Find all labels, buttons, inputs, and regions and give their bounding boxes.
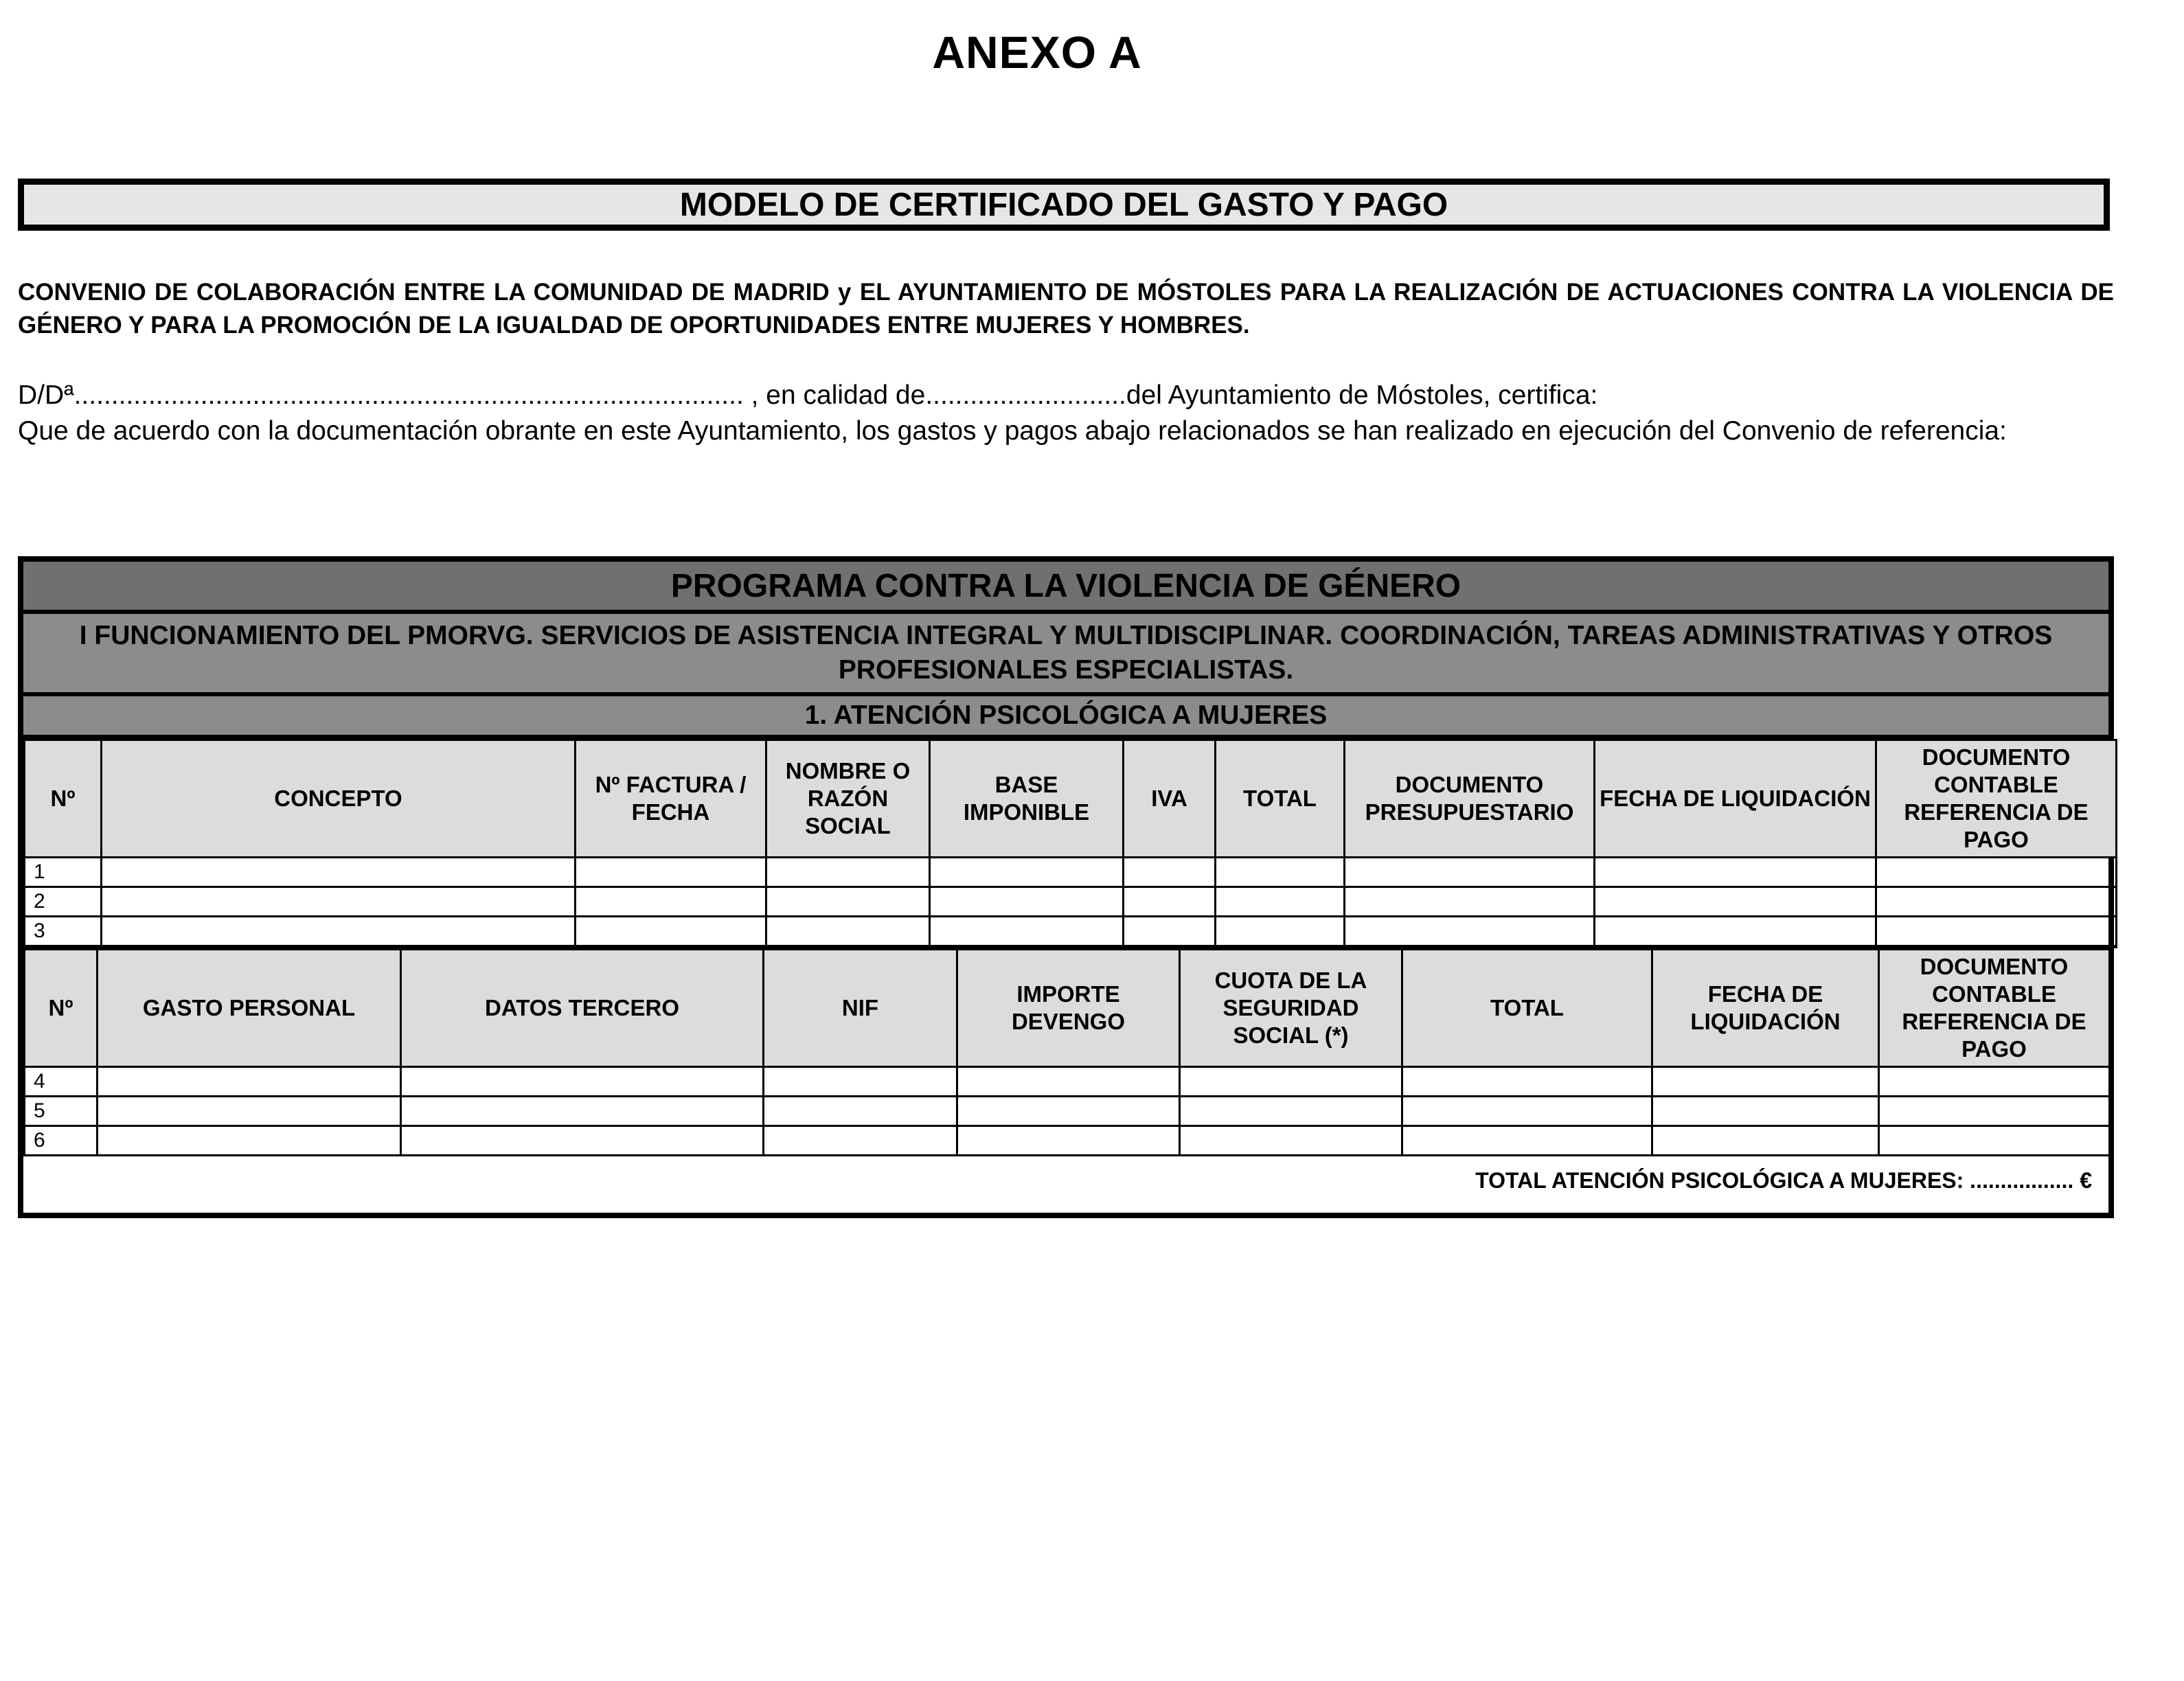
statement: Que de acuerdo con la documentación obrante en este Ayuntamiento, los gastos y pagos abajo relacionados se han realizado en ejecución del Convenio de referencia: xyxy=(18,416,2007,446)
table-cell[interactable] xyxy=(102,917,576,947)
table-cell[interactable] xyxy=(102,858,576,887)
table-cell[interactable] xyxy=(1876,858,2117,887)
table-cell[interactable] xyxy=(1124,887,1216,917)
certification-text xyxy=(18,378,2085,449)
table-cell[interactable] xyxy=(1652,1067,1879,1097)
table-cell[interactable] xyxy=(1124,917,1216,947)
table-cell[interactable] xyxy=(764,1097,957,1126)
table-cell[interactable] xyxy=(401,1097,764,1126)
col-header-taxable-base: BASE IMPONIBLE xyxy=(930,740,1124,858)
col-header-accrued-amount: IMPORTE DEVENGO xyxy=(957,950,1180,1067)
table-cell[interactable] xyxy=(576,858,766,887)
table-cell[interactable] xyxy=(1595,858,1876,887)
col-header-total: TOTAL xyxy=(1402,950,1652,1067)
row-number: 5 xyxy=(25,1097,98,1126)
table-cell[interactable] xyxy=(766,887,930,917)
row-number: 3 xyxy=(25,917,102,947)
table-cell[interactable] xyxy=(1402,1097,1652,1126)
table-cell[interactable] xyxy=(957,1097,1180,1126)
table-cell[interactable] xyxy=(98,1097,401,1126)
table-cell[interactable] xyxy=(98,1067,401,1097)
table-row xyxy=(25,858,2117,887)
table-cell[interactable] xyxy=(930,887,1124,917)
total-label: TOTAL ATENCIÓN PSICOLÓGICA A MUJERES: ................. € xyxy=(1475,1167,2092,1193)
table-cell[interactable] xyxy=(1345,887,1595,917)
table-cell[interactable] xyxy=(1124,858,1216,887)
table-row xyxy=(25,1126,2110,1156)
col-header-number: Nº xyxy=(25,740,102,858)
program-title: PROGRAMA CONTRA LA VIOLENCIA DE GÉNERO xyxy=(23,562,2108,614)
table-cell[interactable] xyxy=(1216,887,1345,917)
table-cell[interactable] xyxy=(930,858,1124,887)
table-cell[interactable] xyxy=(1652,1097,1879,1126)
table-cell[interactable] xyxy=(102,887,576,917)
table-cell[interactable] xyxy=(957,1067,1180,1097)
table-cell[interactable] xyxy=(401,1067,764,1097)
row-number: 2 xyxy=(25,887,102,917)
col-header-nif: NIF xyxy=(764,950,957,1067)
table-cell[interactable] xyxy=(98,1126,401,1156)
row-number: 6 xyxy=(25,1126,98,1156)
table-row xyxy=(25,1067,2110,1097)
table-cell[interactable] xyxy=(957,1126,1180,1156)
table-cell[interactable] xyxy=(1879,1097,2110,1126)
col-header-vat: IVA xyxy=(1124,740,1216,858)
table-cell[interactable] xyxy=(1879,1126,2110,1156)
table-cell[interactable] xyxy=(1402,1126,1652,1156)
personnel-table xyxy=(23,948,2111,1156)
table-row xyxy=(25,1097,2110,1126)
table-cell[interactable] xyxy=(1402,1067,1652,1097)
col-header-number: Nº xyxy=(25,950,98,1067)
agreement-text: CONVENIO DE COLABORACIÓN ENTRE LA COMUNIDAD DE MADRID y EL AYUNTAMIENTO DE MÓSTOLES PARA LA REALIZACIÓN DE ACTUACIONES CONTRA LA VIOLENCIA DE GÉNERO Y PARA LA PROMOCIÓN DE LA IGUALDAD DE OPORTUNIDADES ENTRE MUJERES Y HOMBRES. xyxy=(18,279,2114,339)
table-cell[interactable] xyxy=(1180,1097,1402,1126)
table-cell[interactable] xyxy=(401,1126,764,1156)
program-form xyxy=(18,556,2114,1218)
col-header-invoice: Nº FACTURA / FECHA xyxy=(576,740,766,858)
row-number: 4 xyxy=(25,1067,98,1097)
table-cell[interactable] xyxy=(1876,917,2117,947)
section-title: I FUNCIONAMIENTO DEL PMORVG. SERVICIOS DE ASISTENCIA INTEGRAL Y MULTIDISCIPLINAR. COORDINACIÓN, TAREAS ADMINISTRATIVAS Y OTROS PROFESIONALES ESPECIALISTAS. xyxy=(23,614,2108,696)
table-cell[interactable] xyxy=(1180,1126,1402,1156)
table-cell[interactable] xyxy=(766,917,930,947)
table-cell[interactable] xyxy=(576,917,766,947)
table-row xyxy=(25,917,2117,947)
col-header-third-party: DATOS TERCERO xyxy=(401,950,764,1067)
col-header-name: NOMBRE O RAZÓN SOCIAL xyxy=(766,740,930,858)
table-cell[interactable] xyxy=(1876,887,2117,917)
model-title-box xyxy=(18,179,2110,231)
row-number: 1 xyxy=(25,858,102,887)
table-cell[interactable] xyxy=(576,887,766,917)
table-cell[interactable] xyxy=(1345,917,1595,947)
model-title: MODELO DE CERTIFICADO DEL GASTO Y PAGO xyxy=(679,186,1448,223)
expense-table xyxy=(23,739,2117,948)
col-header-social-security: CUOTA DE LA SEGURIDAD SOCIAL (*) xyxy=(1180,950,1402,1067)
certify-line: D/Dª.......................................................................................... , en calidad de...........................del Ayuntamiento de Móstoles, certifica: xyxy=(18,380,1598,410)
table-cell[interactable] xyxy=(764,1126,957,1156)
total-line xyxy=(23,1156,2108,1204)
table-cell[interactable] xyxy=(1216,917,1345,947)
table-row xyxy=(25,887,2117,917)
col-header-budget-doc: DOCUMENTO PRESUPUESTARIO xyxy=(1345,740,1595,858)
annex-title: ANEXO A xyxy=(932,27,1142,78)
table-cell[interactable] xyxy=(1180,1067,1402,1097)
table-cell[interactable] xyxy=(1345,858,1595,887)
col-header-settlement-date: FECHA DE LIQUIDACIÓN xyxy=(1652,950,1879,1067)
table-cell[interactable] xyxy=(764,1067,957,1097)
table-cell[interactable] xyxy=(1595,887,1876,917)
col-header-total: TOTAL xyxy=(1216,740,1345,858)
table-cell[interactable] xyxy=(930,917,1124,947)
table-cell[interactable] xyxy=(1879,1067,2110,1097)
table-cell[interactable] xyxy=(1652,1126,1879,1156)
table-cell[interactable] xyxy=(766,858,930,887)
col-header-payment-ref: DOCUMENTO CONTABLE REFERENCIA DE PAGO xyxy=(1876,740,2117,858)
col-header-payment-ref: DOCUMENTO CONTABLE REFERENCIA DE PAGO xyxy=(1879,950,2110,1067)
table-header-row xyxy=(25,950,2110,1067)
table-cell[interactable] xyxy=(1595,917,1876,947)
table-header-row xyxy=(25,740,2117,858)
col-header-concept: CONCEPTO xyxy=(102,740,576,858)
col-header-settlement-date: FECHA DE LIQUIDACIÓN xyxy=(1595,740,1876,858)
table-cell[interactable] xyxy=(1216,858,1345,887)
col-header-personnel-cost: GASTO PERSONAL xyxy=(98,950,401,1067)
subsection-title: 1. ATENCIÓN PSICOLÓGICA A MUJERES xyxy=(23,696,2108,739)
